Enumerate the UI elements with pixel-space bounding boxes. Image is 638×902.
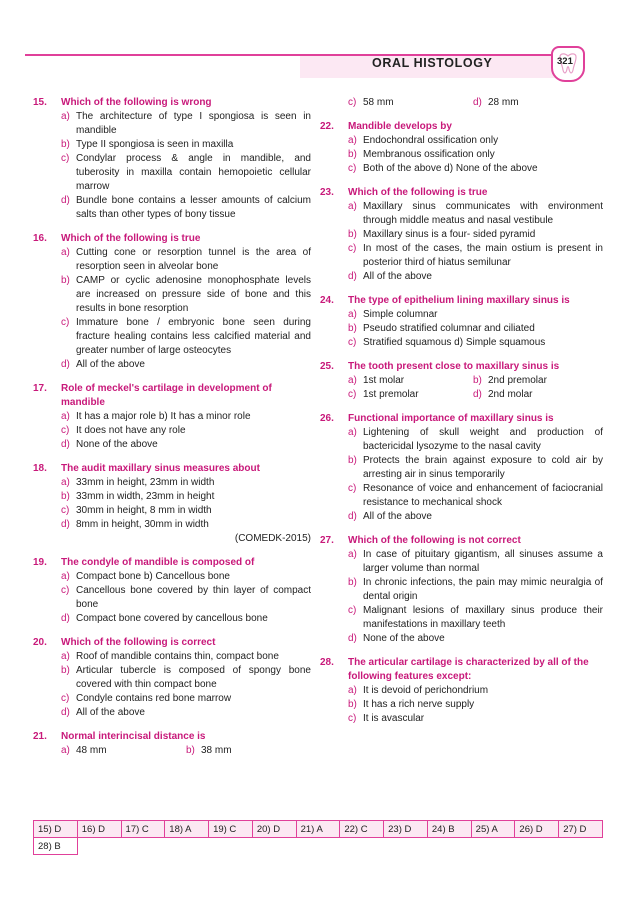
question-block (320, 412, 603, 524)
option-letter: c) (348, 389, 357, 400)
option-letter: d) (61, 195, 70, 206)
answer-option (348, 482, 603, 510)
answer-option (61, 138, 311, 152)
option-letter: a) (348, 549, 357, 560)
option-text: It has a rich nerve supply (363, 699, 475, 710)
answer-option (348, 712, 603, 726)
question-text: The tooth present close to maxillary sinus is (348, 361, 560, 372)
option-letter: a) (348, 427, 357, 438)
question-text: Normal interincisal distance is (61, 731, 206, 742)
question-number: 19. (33, 557, 47, 568)
answer-option (348, 134, 603, 148)
option-text: The architecture of type I spongiosa is seen in mandible (76, 111, 311, 136)
section-title: ORAL HISTOLOGY (372, 56, 493, 70)
answer-option (61, 152, 311, 194)
answer-option (61, 246, 311, 274)
answer-option (473, 96, 598, 110)
answer-option (348, 270, 603, 284)
answer-option (61, 316, 311, 358)
question-text: The condyle of mandible is composed of (61, 557, 255, 568)
option-letter: c) (61, 425, 70, 436)
question-number: 23. (320, 187, 334, 198)
left-column (33, 96, 311, 768)
option-letter: a) (61, 477, 70, 488)
option-text: Stratified squamous d) Simple squamous (363, 337, 546, 348)
option-pair (348, 374, 603, 388)
question-text: The articular cartilage is characterized by all of the following features except: (348, 657, 589, 682)
option-text: Pseudo stratified columnar and ciliated (363, 323, 535, 334)
option-letter: a) (348, 375, 357, 386)
answer-cell: 22) C (340, 821, 384, 838)
question-block (33, 556, 311, 626)
option-text: Roof of mandible contains thin, compact bone (76, 651, 279, 662)
answer-option (348, 426, 603, 454)
answer-option (348, 336, 603, 350)
question-heading (33, 232, 311, 246)
option-letter: c) (61, 153, 70, 164)
option-text: 1st molar (363, 375, 405, 386)
answer-option (348, 388, 473, 402)
option-text: 58 mm (363, 97, 394, 108)
option-letter: d) (348, 633, 357, 644)
question-number: 25. (320, 361, 334, 372)
answer-cell: 18) A (165, 821, 209, 838)
answer-option (348, 322, 603, 336)
question-block (320, 294, 603, 350)
option-letter: b) (186, 745, 195, 756)
answer-option (61, 410, 311, 424)
option-text: 8mm in height, 30mm in width (76, 519, 209, 530)
option-letter: a) (348, 685, 357, 696)
option-text: Bundle bone contains a lesser amounts of calcium salts than other types of bony tissue (76, 195, 311, 220)
question-block (320, 96, 603, 110)
option-letter: b) (348, 699, 357, 710)
answer-option (61, 518, 311, 532)
answer-key (33, 820, 603, 855)
option-letter: d) (61, 439, 70, 450)
option-letter: b) (61, 275, 70, 286)
option-letter: b) (348, 149, 357, 160)
question-block (320, 360, 603, 402)
option-letter: a) (61, 411, 70, 422)
answer-cell: 27) D (559, 821, 603, 838)
option-letter: b) (61, 665, 70, 676)
option-letter: a) (61, 111, 70, 122)
answer-cell: 24) B (427, 821, 471, 838)
answer-option (348, 548, 603, 576)
question-number: 17. (33, 383, 47, 394)
question-block (320, 534, 603, 646)
question-heading (320, 186, 603, 200)
question-text: The audit maxillary sinus measures about (61, 463, 260, 474)
option-text: 2nd molar (488, 389, 533, 400)
option-letter: c) (61, 585, 70, 596)
answer-option (61, 504, 311, 518)
option-text: It has a major role b) It has a minor role (76, 411, 251, 422)
option-text: In most of the cases, the main ostium is present in posterior third of hiatus semilunar (363, 243, 603, 268)
answer-option (348, 308, 603, 322)
option-text: Lightening of skull weight and production of bactericidal lysozyme to the nasal cavity (363, 427, 603, 452)
option-text: 33mm in width, 23mm in height (76, 491, 215, 502)
answer-cell: 21) A (296, 821, 340, 838)
option-letter: d) (348, 271, 357, 282)
answer-option (348, 96, 473, 110)
option-letter: b) (348, 323, 357, 334)
option-pair (348, 388, 603, 402)
answer-option (348, 454, 603, 482)
question-text: Functional importance of maxillary sinus is (348, 413, 554, 424)
question-number: 18. (33, 463, 47, 474)
option-text: 1st premolar (363, 389, 419, 400)
answer-option (473, 388, 598, 402)
question-heading (320, 120, 603, 134)
question-block (320, 186, 603, 284)
option-letter: c) (348, 163, 357, 174)
question-heading (33, 382, 311, 410)
option-text: Compact bone b) Cancellous bone (76, 571, 230, 582)
option-letter: d) (61, 613, 70, 624)
answer-option (348, 242, 603, 270)
answer-option (348, 576, 603, 604)
answer-cell: 16) D (77, 821, 121, 838)
option-text: In case of pituitary gigantism, all sinuses assume a larger volume than normal (363, 549, 603, 574)
option-text: Type II spongiosa is seen in maxilla (76, 139, 234, 150)
option-letter: c) (348, 243, 357, 254)
option-text: All of the above (363, 271, 432, 282)
answer-option (348, 632, 603, 646)
question-number: 20. (33, 637, 47, 648)
question-number: 26. (320, 413, 334, 424)
answer-option (348, 698, 603, 712)
question-block (33, 96, 311, 222)
option-text: 2nd premolar (488, 375, 547, 386)
question-number: 28. (320, 657, 334, 668)
option-letter: c) (348, 483, 357, 494)
option-letter: b) (61, 491, 70, 502)
answer-option (61, 744, 186, 758)
answer-option (61, 612, 311, 626)
option-text: All of the above (76, 359, 145, 370)
option-text: Simple columnar (363, 309, 438, 320)
option-letter: c) (348, 337, 357, 348)
option-letter: c) (61, 693, 70, 704)
answer-option (61, 358, 311, 372)
answer-row (34, 838, 603, 855)
option-text: Cancellous bone covered by thin layer of compact bone (76, 585, 311, 610)
answer-option (61, 110, 311, 138)
answer-option (61, 476, 311, 490)
question-text: Which of the following is true (348, 187, 488, 198)
question-heading (33, 556, 311, 570)
option-letter: c) (61, 505, 70, 516)
option-text: 30mm in height, 8 mm in width (76, 505, 212, 516)
option-text: CAMP or cyclic adenosine monophosphate levels are increased on pressure side of bone and this results in bone resorption (76, 275, 311, 314)
answer-option (61, 570, 311, 584)
option-pair (61, 744, 311, 758)
answer-cell: 19) C (209, 821, 253, 838)
answer-cell: 26) D (515, 821, 559, 838)
answer-cell: 17) C (121, 821, 165, 838)
question-block (33, 730, 311, 758)
option-letter: c) (348, 713, 357, 724)
option-text: 38 mm (201, 745, 232, 756)
answer-option (61, 650, 311, 664)
answer-cell: 25) A (471, 821, 515, 838)
question-block (33, 636, 311, 720)
answer-option (348, 684, 603, 698)
answer-option (61, 438, 311, 452)
question-number: 27. (320, 535, 334, 546)
question-block (33, 382, 311, 452)
answer-cell: 23) D (384, 821, 428, 838)
question-heading (320, 360, 603, 374)
answer-option (348, 162, 603, 176)
option-text: All of the above (76, 707, 145, 718)
option-letter: d) (473, 97, 482, 108)
option-letter: a) (348, 309, 357, 320)
option-text: All of the above (363, 511, 432, 522)
option-letter: b) (61, 139, 70, 150)
question-text: Role of meckel's cartilage in development of mandible (61, 383, 272, 408)
answer-option (348, 374, 473, 388)
option-text: Condylar process & angle in mandible, and tuberosity in maxilla contain hemopoietic cellular marrow (76, 153, 311, 192)
option-letter: a) (61, 247, 70, 258)
option-letter: d) (61, 359, 70, 370)
question-text: Which of the following is correct (61, 637, 216, 648)
option-text: Cutting cone or resorption tunnel is the area of resorption seen in alveolar bone (76, 247, 311, 272)
page-number: 321 (557, 56, 573, 67)
option-text: None of the above (363, 633, 445, 644)
answer-option (61, 664, 311, 692)
question-number: 16. (33, 233, 47, 244)
option-text: Protects the brain against exposure to cold air by arresting air in sinus temporarily (363, 455, 603, 480)
option-text: 33mm in height, 23mm in width (76, 477, 215, 488)
option-text: It does not have any role (76, 425, 186, 436)
answer-option (348, 200, 603, 228)
question-block (320, 120, 603, 176)
option-letter: c) (348, 605, 357, 616)
option-text: Malignant lesions of maxillary sinus produce their manifestations in maxillary teeth (363, 605, 603, 630)
option-letter: a) (61, 571, 70, 582)
answer-option (61, 490, 311, 504)
option-letter: d) (348, 511, 357, 522)
option-letter: a) (348, 201, 357, 212)
option-text: Compact bone covered by cancellous bone (76, 613, 268, 624)
question-number: 15. (33, 97, 47, 108)
option-text: 48 mm (76, 745, 107, 756)
answer-option (61, 584, 311, 612)
option-text: Membranous ossification only (363, 149, 495, 160)
option-letter: b) (348, 229, 357, 240)
answer-row (34, 821, 603, 838)
answer-option (348, 148, 603, 162)
answer-cell: 15) D (34, 821, 78, 838)
answer-option (348, 604, 603, 632)
question-block (33, 462, 311, 546)
question-text: Which of the following is not correct (348, 535, 521, 546)
option-text: Maxillary sinus communicates with environment through middle meatus and nasal vestibule (363, 201, 603, 226)
option-letter: a) (61, 745, 70, 756)
option-text: Maxillary sinus is a four- sided pyramid (363, 229, 536, 240)
option-text: Immature bone / embryonic bone seen during fracture healing contains less calcified material and greater number of large osteocytes (76, 317, 311, 356)
option-text: 28 mm (488, 97, 519, 108)
answer-cell: 28) B (34, 838, 78, 855)
answer-option (61, 424, 311, 438)
option-letter: c) (61, 317, 70, 328)
question-heading (320, 534, 603, 548)
option-letter: b) (473, 375, 482, 386)
question-heading (33, 730, 311, 744)
question-block (320, 656, 603, 726)
question-text: Which of the following is true (61, 233, 201, 244)
answer-cell: 20) D (252, 821, 296, 838)
option-text: In chronic infections, the pain may mimic neuralgia of dental origin (363, 577, 603, 602)
option-letter: d) (61, 519, 70, 530)
answer-option (473, 374, 598, 388)
question-heading (320, 656, 603, 684)
question-heading (33, 636, 311, 650)
option-letter: a) (61, 651, 70, 662)
answer-option (348, 228, 603, 242)
question-number: 21. (33, 731, 47, 742)
option-text: It is avascular (363, 713, 425, 724)
right-column (320, 96, 603, 736)
question-heading (33, 96, 311, 110)
answer-option (61, 274, 311, 316)
option-pair (348, 96, 603, 110)
option-letter: c) (348, 97, 357, 108)
answer-option (61, 706, 311, 720)
option-text: Endochondral ossification only (363, 135, 499, 146)
question-heading (320, 412, 603, 426)
option-letter: a) (348, 135, 357, 146)
exam-source: (COMEDK-2015) (234, 533, 311, 544)
question-heading (320, 294, 603, 308)
question-heading (33, 462, 311, 476)
option-text: Both of the above d) None of the above (363, 163, 538, 174)
question-text: Mandible develops by (348, 121, 452, 132)
answer-option (348, 510, 603, 524)
answer-option (186, 744, 311, 758)
option-text: Resonance of voice and enhancement of faciocranial resistance to mechanical shock (363, 483, 603, 508)
question-block (33, 232, 311, 372)
option-letter: d) (473, 389, 482, 400)
option-text: Articular tubercle is composed of spongy bone covered with thin compact bone (76, 665, 311, 690)
question-number: 22. (320, 121, 334, 132)
option-letter: b) (348, 577, 357, 588)
question-number: 24. (320, 295, 334, 306)
question-text: The type of epithelium lining maxillary sinus is (348, 295, 570, 306)
option-text: It is devoid of perichondrium (363, 685, 489, 696)
option-text: Condyle contains red bone marrow (76, 693, 232, 704)
question-text: Which of the following is wrong (61, 97, 212, 108)
answer-option (61, 692, 311, 706)
option-letter: d) (61, 707, 70, 718)
answer-option (61, 194, 311, 222)
option-letter: b) (348, 455, 357, 466)
option-text: None of the above (76, 439, 158, 450)
